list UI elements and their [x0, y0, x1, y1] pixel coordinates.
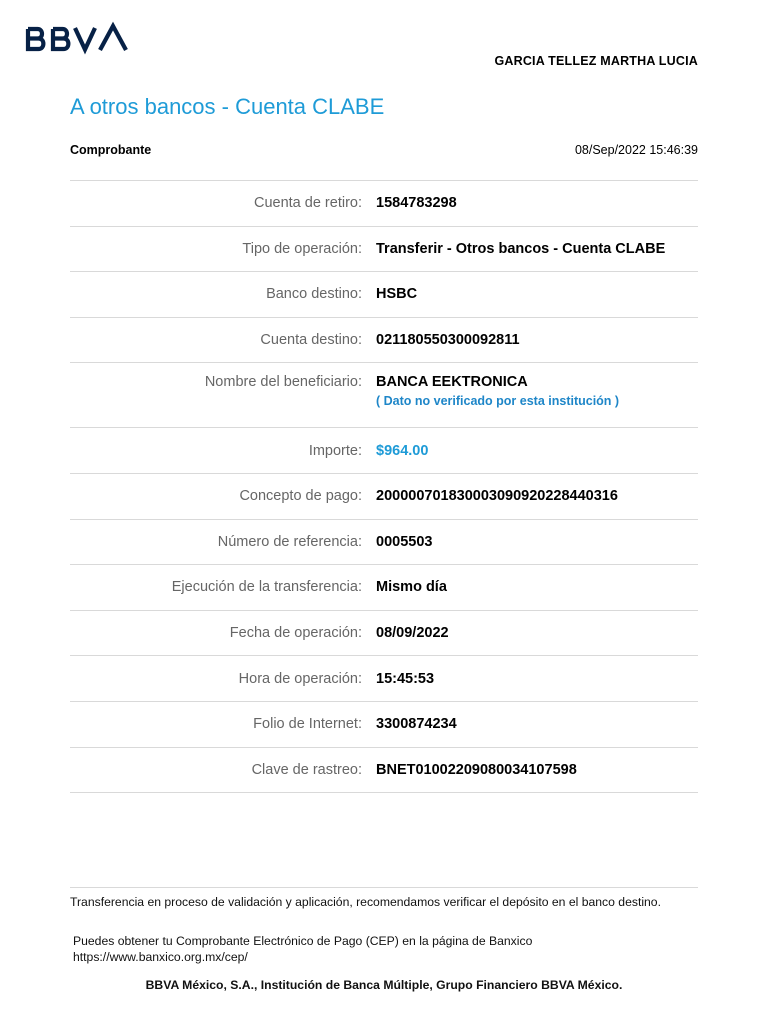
detail-row-operation-time	[70, 656, 698, 702]
detail-label: Concepto de pago:	[239, 488, 362, 505]
detail-row-payment-concept	[70, 474, 698, 520]
detail-label: Folio de Internet:	[253, 716, 362, 733]
detail-value: Mismo día	[376, 579, 447, 596]
detail-value: 021180550300092811	[376, 332, 520, 349]
validation-notice: Transferencia en proceso de validación y aplicación, recomendamos verificar el depósito en el banco destino.	[70, 895, 661, 909]
document-type-label: Comprobante	[70, 143, 152, 157]
detail-row-amount	[70, 428, 698, 474]
detail-label: Fecha de operación:	[229, 625, 362, 642]
legal-footer: BBVA México, S.A., Institución de Banca Múltiple, Grupo Financiero BBVA México.	[145, 978, 623, 992]
transfer-details	[70, 180, 698, 793]
detail-row-destination-account	[70, 318, 698, 364]
detail-value: 3300874234	[376, 716, 457, 733]
detail-row-destination-bank	[70, 272, 698, 318]
detail-value: 2000007018300030909202284403​16	[376, 488, 618, 505]
detail-label: Tipo de operación:	[242, 240, 362, 257]
detail-row-operation-date	[70, 611, 698, 657]
cep-text: Puedes obtener tu Comprobante Electrónico de Pago (CEP) en la página de Banxico	[73, 934, 533, 948]
detail-value: 1584783298	[376, 195, 457, 212]
detail-label: Importe:	[308, 442, 362, 459]
detail-value: Transferir - Otros bancos - Cuenta CLABE	[376, 240, 666, 257]
detail-row-withdrawal-account	[70, 181, 698, 227]
unverified-data-note: ( Dato no verificado por esta institución )	[376, 394, 620, 409]
detail-row-beneficiary	[70, 363, 698, 428]
detail-label: Hora de operación:	[238, 670, 362, 687]
detail-label: Cuenta destino:	[260, 332, 362, 349]
detail-label: Cuenta de retiro:	[253, 195, 362, 212]
cep-info	[73, 933, 532, 965]
detail-value: 08/09/2022	[376, 625, 449, 642]
detail-row-tracking-key	[70, 748, 698, 794]
detail-label: Banco destino:	[266, 286, 362, 303]
detail-row-reference-number	[70, 520, 698, 566]
detail-value: BNET01002209080034107598	[376, 761, 577, 778]
detail-label: Número de referencia:	[217, 533, 362, 550]
footer-divider	[70, 887, 698, 888]
detail-row-execution	[70, 565, 698, 611]
detail-row-internet-folio	[70, 702, 698, 748]
detail-label: Nombre del beneficiario:	[204, 374, 362, 391]
detail-label: Clave de rastreo:	[251, 761, 362, 778]
detail-label: Ejecución de la transferencia:	[171, 579, 362, 596]
detail-value: 0005503	[376, 533, 433, 550]
detail-row-operation-type	[70, 227, 698, 273]
cep-link[interactable]: https://www.banxico.org.mx/cep/	[73, 950, 248, 964]
account-holder-name: GARCIA TELLEZ MARTHA LUCIA	[494, 54, 698, 68]
page-title: A otros bancos - Cuenta CLABE	[70, 94, 385, 119]
receipt-timestamp: 08/Sep/2022 15:46:39	[574, 143, 698, 157]
bbva-logo	[24, 20, 140, 58]
detail-value: BANCA EEKTRONICA	[376, 374, 528, 391]
amount-value: $964.00	[376, 442, 429, 459]
detail-value: HSBC	[376, 286, 418, 303]
detail-value: 15:45:53	[376, 670, 435, 687]
